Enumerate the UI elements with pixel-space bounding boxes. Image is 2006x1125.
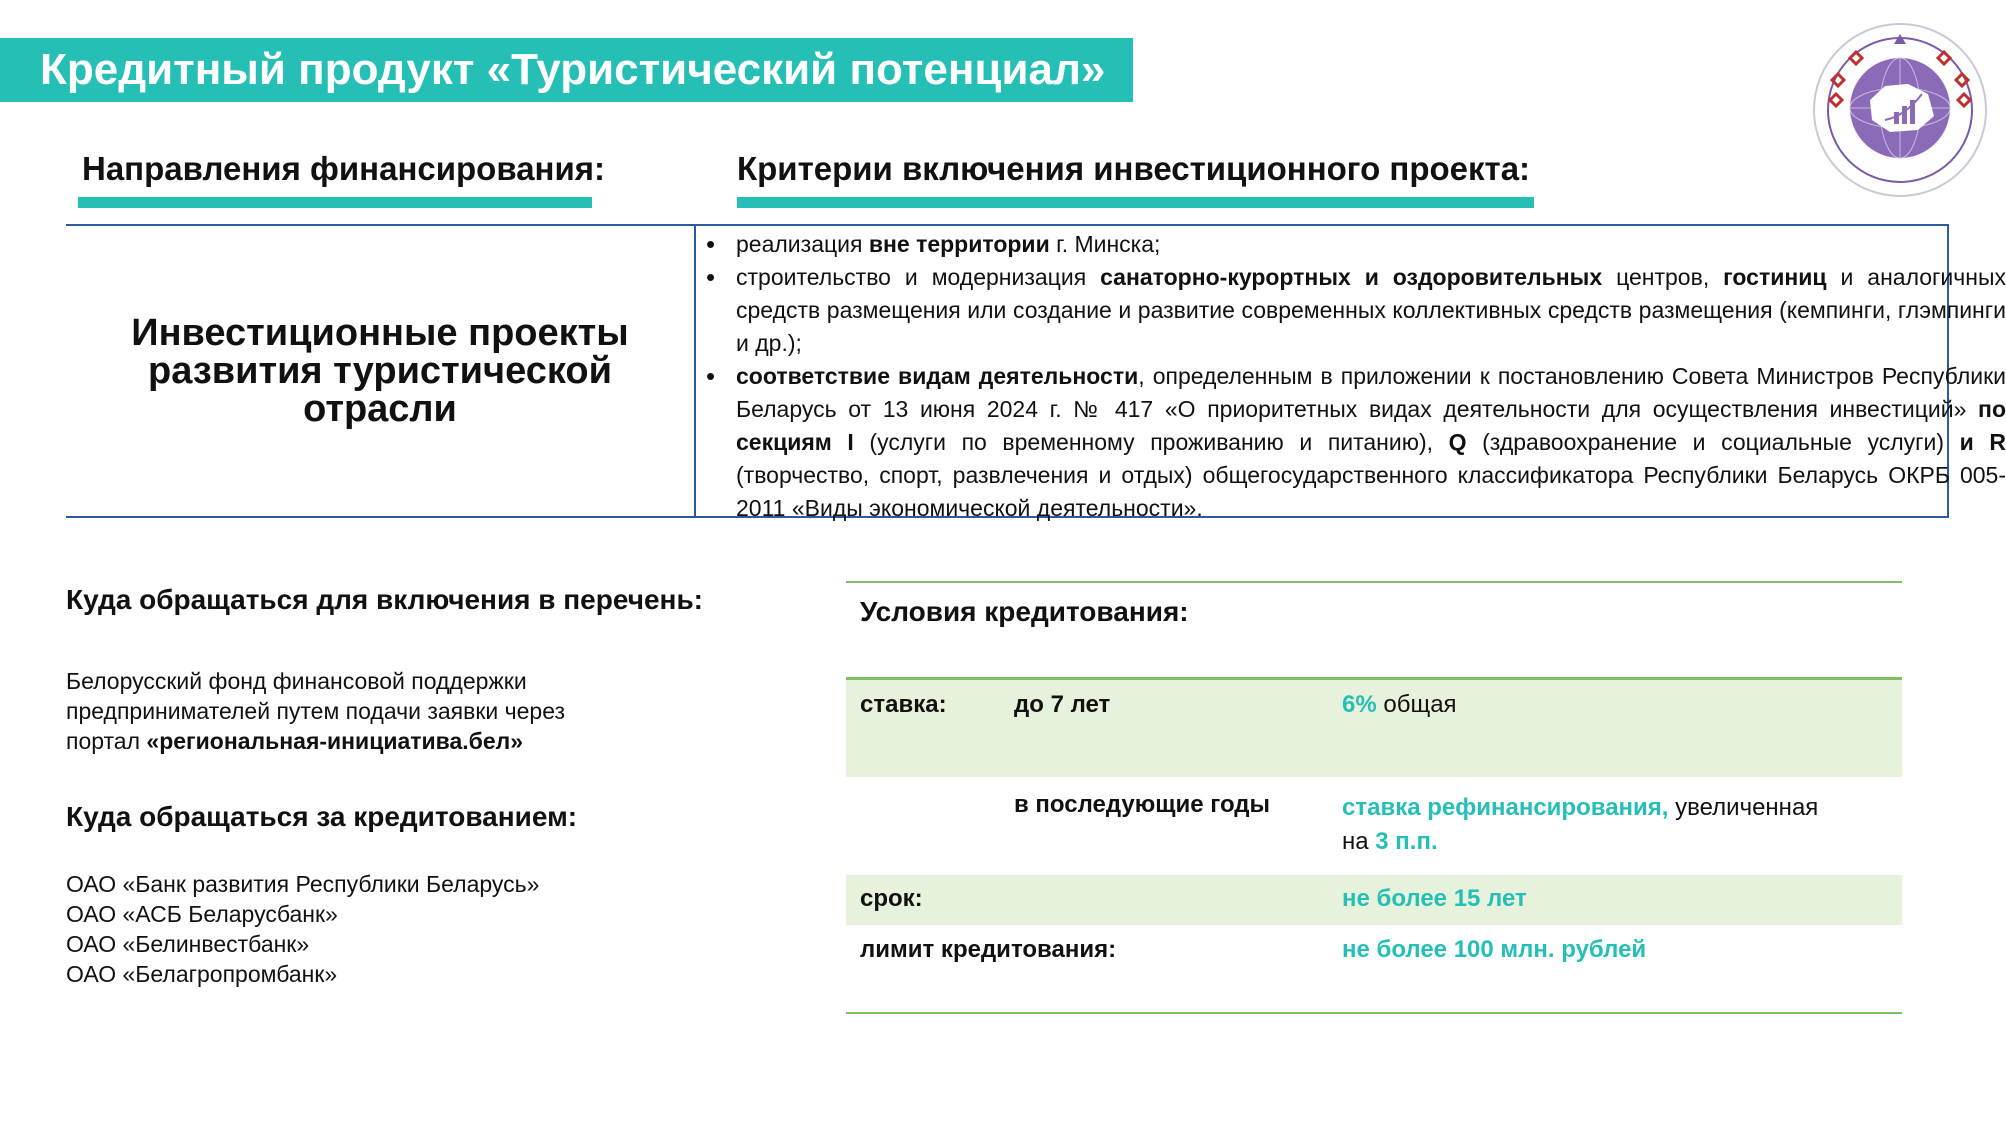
- criteria-heading: Критерии включения инвестиционного проекта:: [737, 150, 1531, 187]
- portal-link[interactable]: «региональная-инициатива.бел»: [146, 728, 524, 754]
- period-first: до 7 лет: [1014, 691, 1111, 718]
- apply-credit-heading: Куда обращаться за кредитованием:: [66, 801, 578, 832]
- limit-label: лимит кредитования:: [860, 936, 1117, 963]
- period-later: в последующие годы: [1014, 791, 1271, 818]
- direction-text: Инвестиционные проекты развития туристической отрасли: [131, 312, 629, 430]
- apply-list-text: Белорусский фонд финансовой поддержки предпринимателей путем подачи заявки через портал «региональная-инициатива.бел»: [66, 668, 566, 754]
- criteria-list: [706, 228, 2006, 525]
- limit-value: не более 100 млн. рублей: [1342, 936, 1647, 963]
- criteria-item: • строительство и модернизация санаторно-курортных и оздоровительных центров, гостиниц и аналогичных средств размещения или создание и развитие современных коллективных средств размещения (кемпинги, глэмпинги и др.);: [706, 261, 2006, 360]
- bank-item: ОАО «АСБ Беларусбанк»: [66, 901, 338, 927]
- term-label: срок:: [860, 885, 923, 912]
- rate-first: 6% общая: [1342, 691, 1457, 718]
- table-divider: [694, 226, 696, 516]
- criteria-table: [66, 224, 2006, 521]
- ministry-emblem: [1810, 20, 1990, 200]
- rate-later: ставка рефинансирования, увеличенная на 3 п.п.: [1342, 794, 1819, 855]
- conditions-header-line: [846, 677, 1902, 680]
- conditions-top-line: [846, 581, 1902, 583]
- direction-cell: [66, 226, 694, 516]
- rate-label: ставка:: [860, 691, 947, 718]
- bank-list: [66, 869, 666, 989]
- conditions-bottom-line: [846, 1012, 1902, 1014]
- criteria-underline: [737, 197, 1534, 208]
- directions-heading: Направления финансирования:: [82, 150, 606, 187]
- criteria-item: • реализация вне территории г. Минска;: [706, 228, 2006, 261]
- page-title: Кредитный продукт «Туристический потенциал»: [0, 38, 1133, 102]
- emblem-seal-icon: [1810, 20, 1990, 200]
- criteria-item: • соответствие видам деятельности, определенным в приложении к постановлению Совета Министров Республики Беларусь от 13 июня 2024 г. № 417 «О приоритетных видах деятельности для осуществления инвестиций» по секциям I (услуги по временному проживанию и питанию), Q (здравоохранение и социальные услуги) и R (творчество, спорт, развлечения и отдых) общегосударственного классификатора Республики Беларусь ОКРБ 005-2011 «Виды экономической деятельности».: [706, 360, 2006, 525]
- directions-underline: [78, 197, 592, 208]
- bank-item: ОАО «Белинвестбанк»: [66, 931, 310, 957]
- apply-list-heading: Куда обращаться для включения в перечень:: [66, 584, 703, 615]
- term-value: не более 15 лет: [1342, 885, 1527, 912]
- conditions-heading: Условия кредитования:: [860, 596, 1189, 627]
- bank-item: ОАО «Белагропромбанк»: [66, 961, 338, 987]
- bank-item: ОАО «Банк развития Республики Беларусь»: [66, 871, 540, 897]
